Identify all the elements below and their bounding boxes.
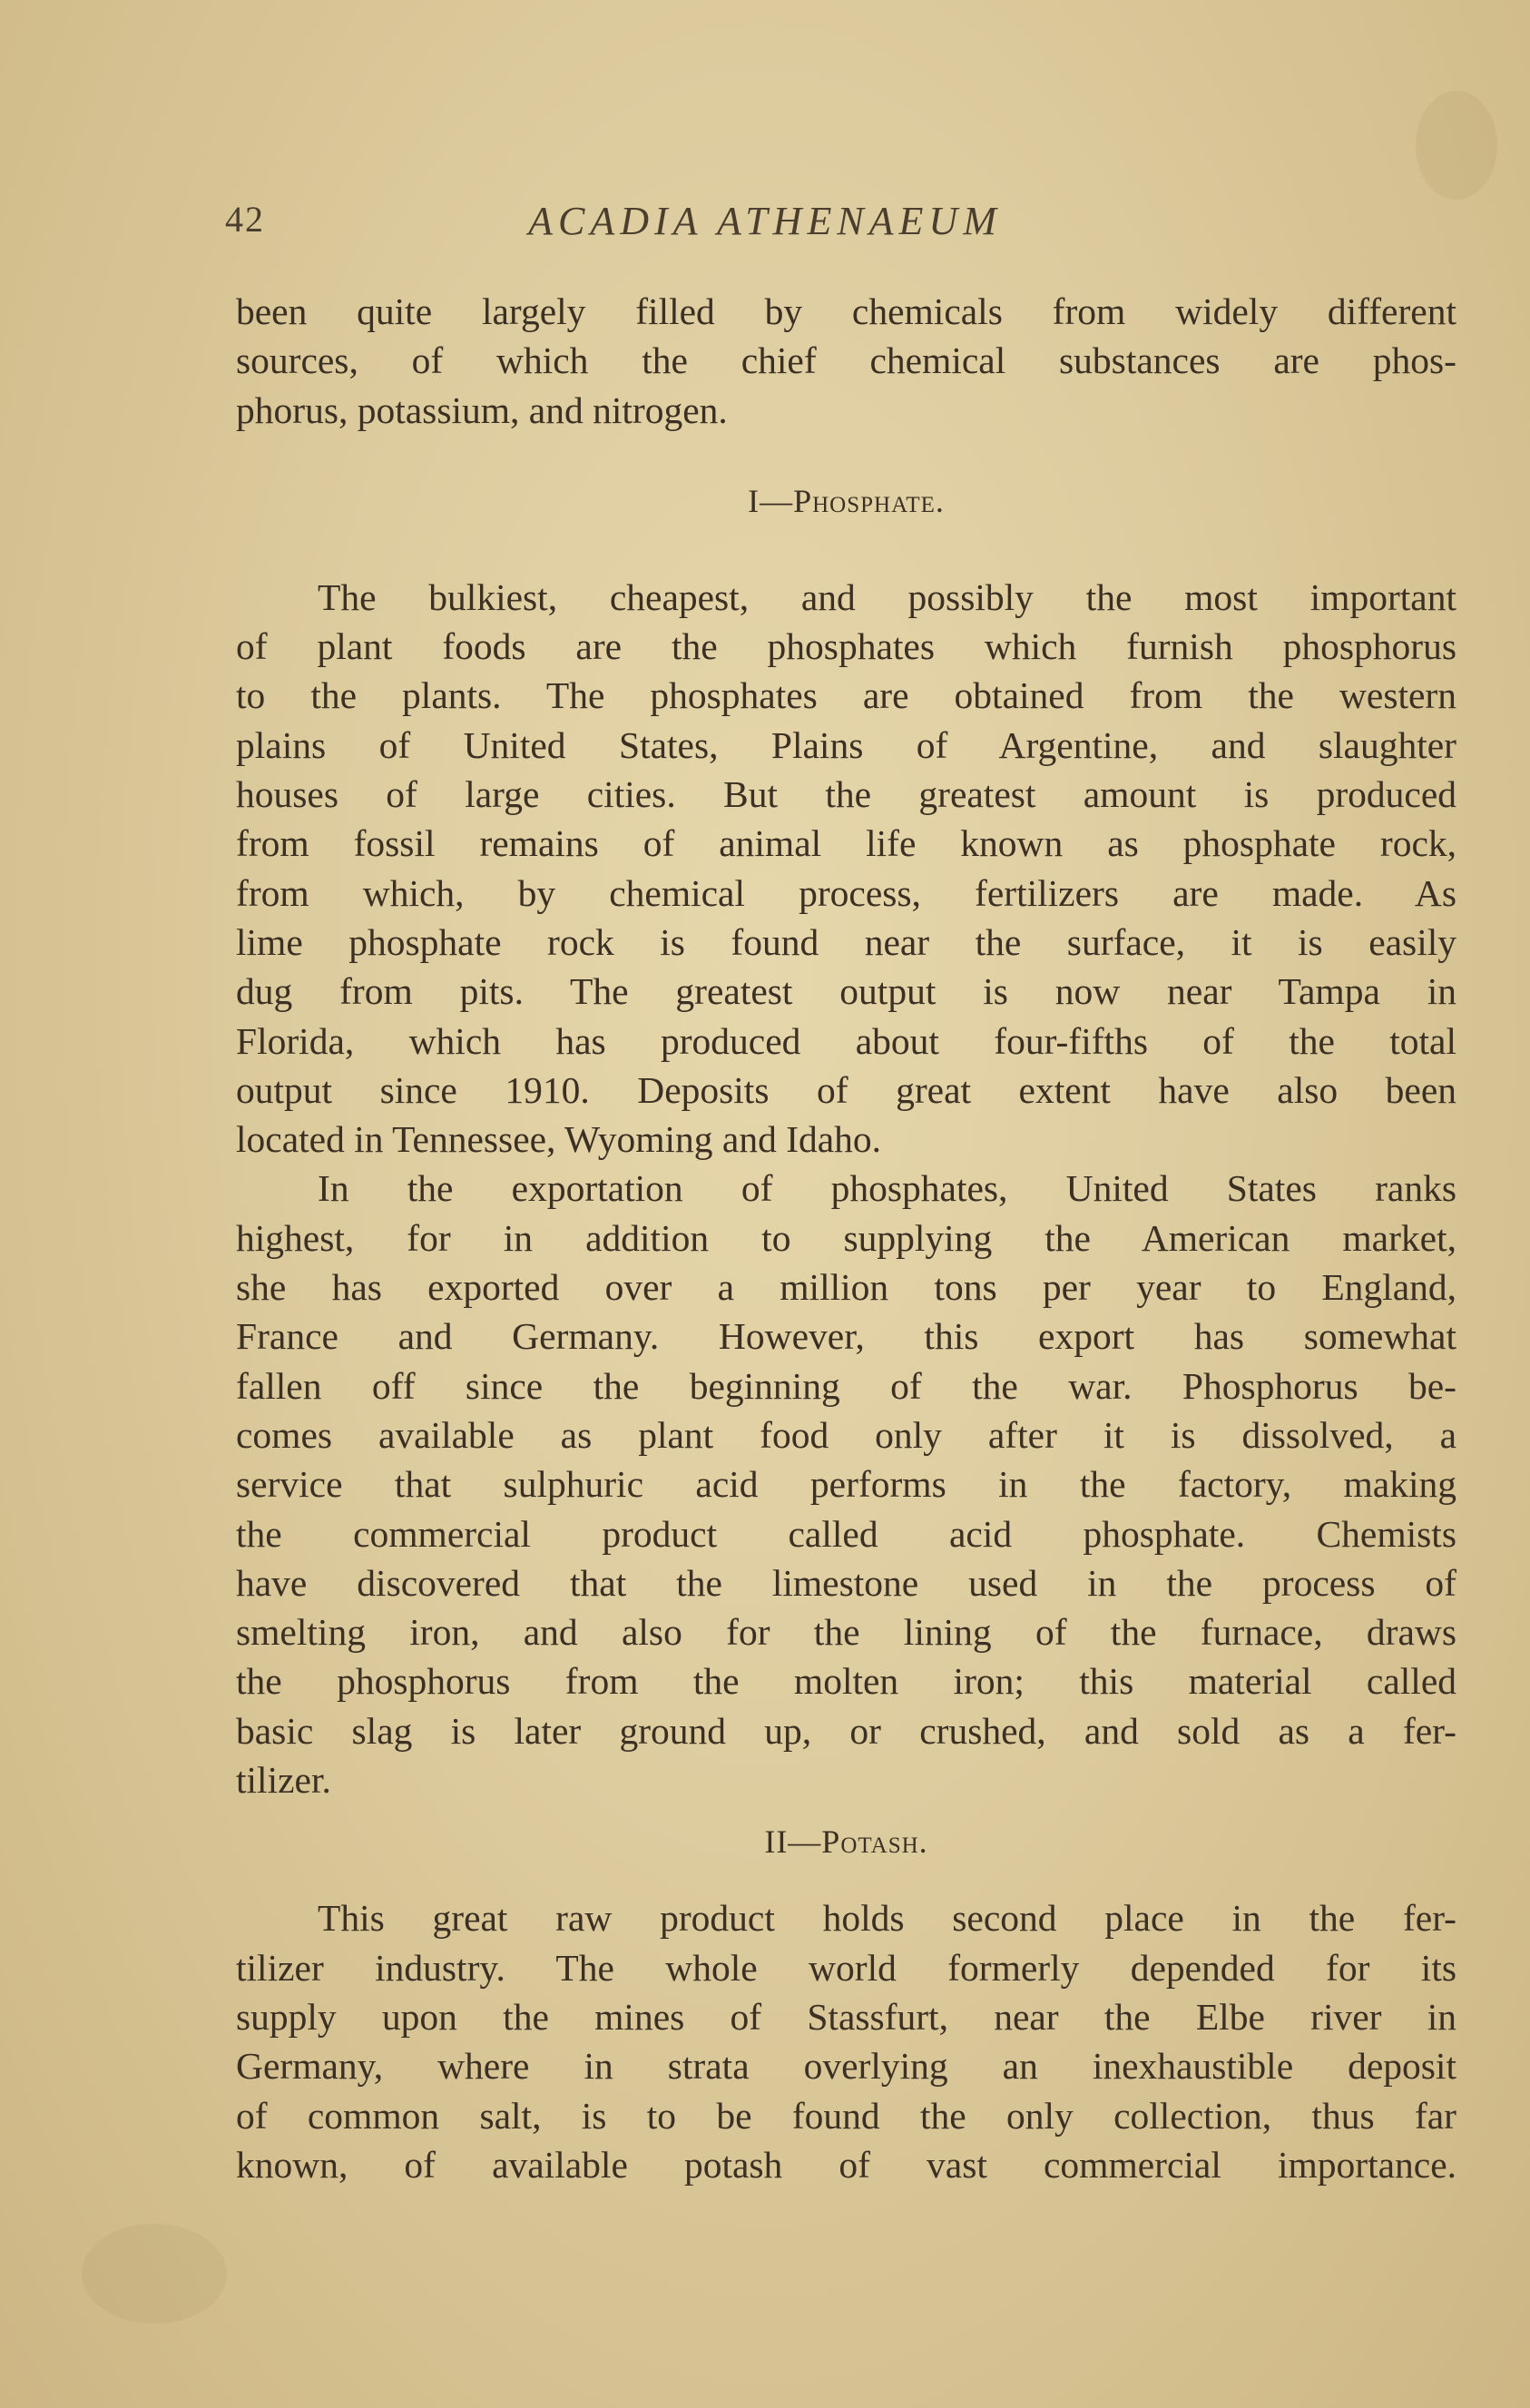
- text-line: France and Germany. However, this export has somewhat: [236, 1315, 1456, 1358]
- paper-stain: [1416, 91, 1497, 200]
- text-line: located in Tennessee, Wyoming and Idaho.: [236, 1118, 882, 1161]
- text-line: of common salt, is to be found the only collection, thus far: [236, 2094, 1456, 2137]
- text-line: houses of large cities. But the greatest amount is produced: [236, 773, 1456, 816]
- text-line: phorus, potassium, and nitrogen.: [236, 388, 728, 431]
- text-line: sources, of which the chief chemical substances are phos-: [236, 339, 1456, 382]
- text-line: tilizer.: [236, 1759, 331, 1802]
- text-line: fallen off since the beginning of the war. Phosphorus be-: [236, 1364, 1456, 1407]
- text-line: to the plants. The phosphates are obtained from the western: [236, 674, 1456, 717]
- section-heading-potash: II—Potash.: [764, 1823, 928, 1861]
- journal-title: ACADIA ATHENAEUM: [528, 199, 1002, 243]
- opening-paragraph: [236, 287, 1456, 435]
- text-line: have discovered that the limestone used in the process of: [236, 1561, 1456, 1604]
- text-line: supply upon the mines of Stassfurt, near the Elbe river in: [236, 1995, 1456, 2038]
- text-line: comes available as plant food only after it is dissolved, a: [236, 1413, 1456, 1456]
- text-line: been quite largely filled by chemicals from widely different: [236, 290, 1456, 332]
- text-line: Florida, which has produced about four-fifths of the total: [236, 1019, 1456, 1062]
- text-line: the phosphorus from the molten iron; this material called: [236, 1660, 1456, 1703]
- running-head: [225, 198, 1305, 252]
- text-line: output since 1910. Deposits of great extent have also been: [236, 1068, 1456, 1111]
- page-number: 42: [225, 199, 265, 240]
- text-line: from fossil remains of animal life known as phosphate rock,: [236, 822, 1456, 865]
- text-line: from which, by chemical process, fertilizers are made. As: [236, 871, 1456, 914]
- paper-stain: [82, 2224, 227, 2324]
- section-heading-phosphate: I—Phosphate.: [748, 482, 945, 519]
- text-line: highest, for in addition to supplying the American market,: [236, 1216, 1456, 1259]
- potash-paragraph-1: [236, 1893, 1456, 2189]
- text-line: In the exportation of phosphates, United States ranks: [318, 1167, 1456, 1210]
- text-line: plains of United States, Plains of Argentine, and slaughter: [236, 723, 1456, 766]
- text-line: This great raw product holds second place in the fer-: [318, 1897, 1456, 1940]
- text-line: basic slag is later ground up, or crushed, and sold as a fer-: [236, 1709, 1456, 1752]
- phosphate-paragraph-1: [236, 573, 1456, 1165]
- text-line: Germany, where in strata overlying an inexhaustible deposit: [236, 2045, 1456, 2088]
- text-line: tilizer industry. The whole world formerly depended for its: [236, 1946, 1456, 1989]
- text-line: The bulkiest, cheapest, and possibly the most important: [318, 575, 1456, 618]
- text-line: of plant foods are the phosphates which furnish phosphorus: [236, 625, 1456, 668]
- text-line: lime phosphate rock is found near the surface, it is easily: [236, 920, 1456, 963]
- text-line: she has exported over a million tons per year to England,: [236, 1266, 1456, 1309]
- text-line: smelting iron, and also for the lining of the furnace, draws: [236, 1611, 1456, 1654]
- article-body: [236, 287, 1456, 2189]
- text-line: dug from pits. The greatest output is now near Tampa in: [236, 970, 1456, 1013]
- text-line: known, of available potash of vast commercial importance.: [236, 2143, 1456, 2186]
- text-line: service that sulphuric acid performs in the factory, making: [236, 1463, 1456, 1506]
- phosphate-paragraph-2: [236, 1164, 1456, 1804]
- text-line: the commercial product called acid phosphate. Chemists: [236, 1512, 1456, 1555]
